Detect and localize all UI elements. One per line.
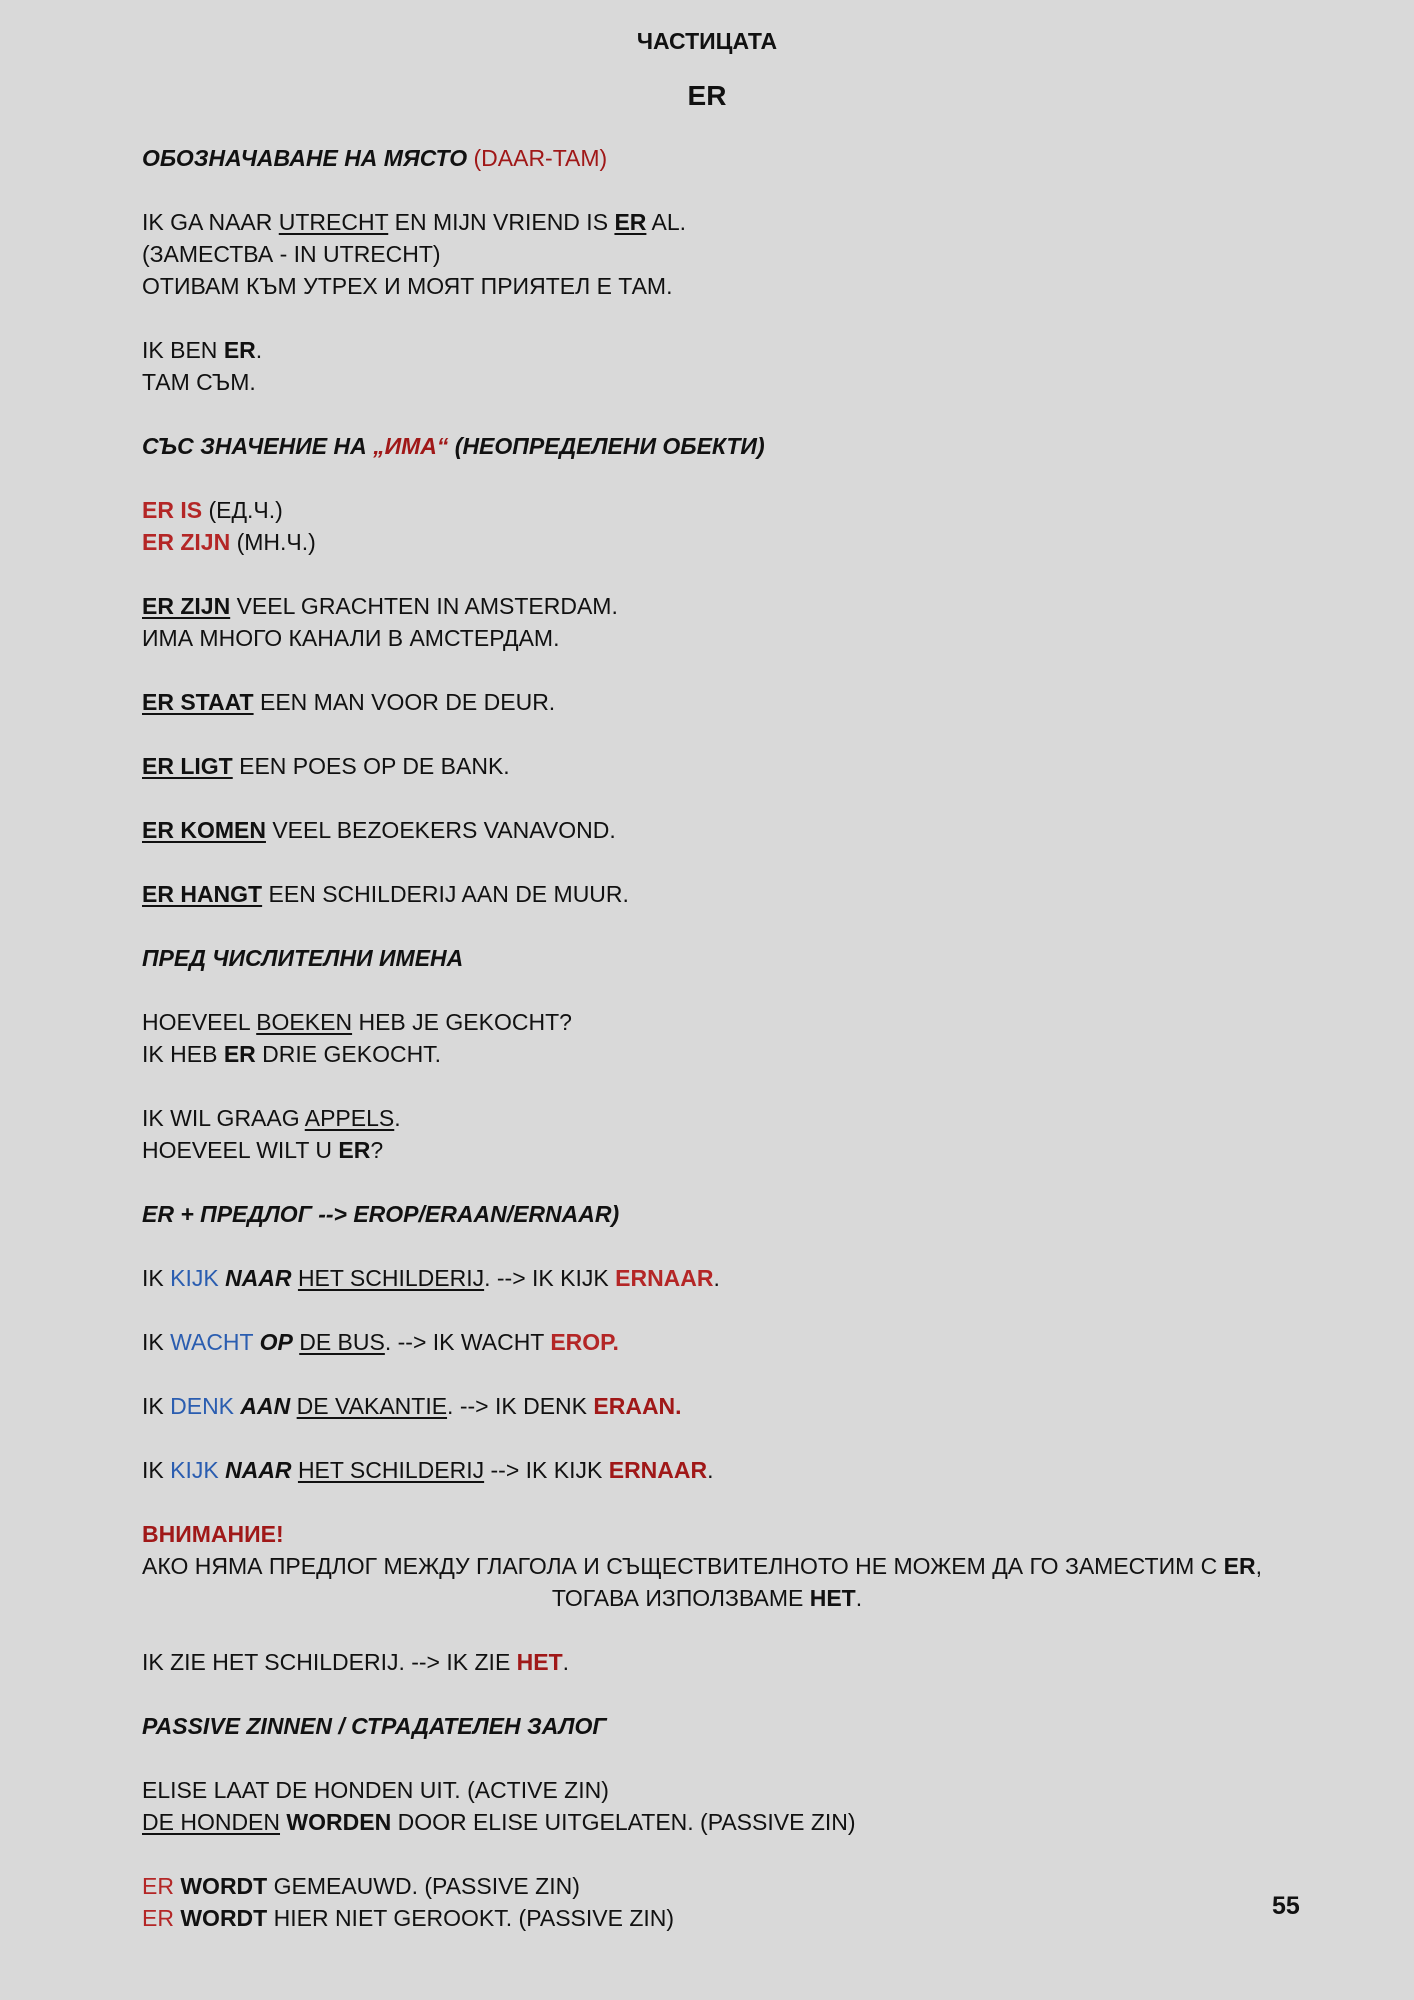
verb: DENK	[170, 1393, 235, 1419]
text: IK ZIE HET SCHILDERIJ. --> IK ZIE	[142, 1649, 517, 1675]
verb: WACHT	[170, 1329, 254, 1355]
section-heading-numerals: ПРЕД ЧИСЛИТЕЛНИ ИМЕНА	[142, 945, 464, 971]
example-line	[142, 495, 283, 525]
underlined-text: UTRECHT	[278, 209, 389, 235]
example-line	[142, 1327, 619, 1357]
text: IK BEN	[142, 337, 224, 363]
heading-text: (НЕОПРЕДЕЛЕНИ ОБЕКТИ)	[448, 433, 765, 459]
section-heading-preposition: ER + ПРЕДЛОГ --> EROP/ERAAN/ERNAAR)	[142, 1201, 620, 1227]
heading-note: (DAAR-TAM)	[473, 145, 608, 171]
example-line	[142, 1263, 720, 1293]
example-line	[142, 1903, 674, 1933]
heading-highlight: „ИМА“	[373, 433, 449, 459]
keyword: ERNAAR	[615, 1265, 714, 1291]
underlined-text: HET SCHILDERIJ	[297, 1265, 485, 1291]
page-number: 55	[1272, 1892, 1300, 1920]
text: .	[713, 1265, 720, 1291]
example-line	[142, 1647, 569, 1677]
example-line	[142, 815, 616, 845]
text: GEMEAUWD. (PASSIVE ZIN)	[267, 1873, 580, 1899]
text: .	[394, 1105, 401, 1131]
text: IK	[142, 1393, 171, 1419]
example-line	[142, 1103, 401, 1133]
text: ,	[1255, 1553, 1262, 1579]
text: ?	[370, 1137, 384, 1163]
text: . --> IK WACHT	[384, 1329, 551, 1355]
text: AL.	[646, 209, 687, 235]
keyword: ER	[614, 209, 647, 235]
text: . --> IK DENK	[447, 1393, 594, 1419]
preposition: NAAR	[225, 1265, 292, 1291]
example-line: ELISE LAAT DE HONDEN UIT. (ACTIVE ZIN)	[142, 1777, 609, 1803]
example-line	[142, 751, 510, 781]
text: .	[562, 1649, 570, 1675]
example-line	[142, 527, 316, 557]
example-line	[142, 207, 686, 237]
text: IK WIL GRAAG	[142, 1105, 305, 1131]
keyword: ER	[1223, 1553, 1256, 1579]
text: IK HEB	[142, 1041, 224, 1067]
text: --> IK KIJK	[484, 1457, 609, 1483]
text: IK GA NAAR	[142, 209, 279, 235]
example-line	[142, 335, 262, 365]
keyword: ER ZIJN	[142, 593, 231, 619]
warning-text	[0, 1583, 1414, 1613]
text: IK	[142, 1329, 171, 1355]
keyword: WORDT	[180, 1873, 268, 1899]
warning-text	[142, 1551, 1262, 1581]
keyword: ERNAAR	[608, 1457, 708, 1483]
text: EN MIJN VRIEND IS	[388, 209, 615, 235]
page-title: ЧАСТИЦАТА	[636, 28, 778, 54]
text: HOEVEEL WILT U	[142, 1137, 339, 1163]
text: EEN MAN VOOR DE DEUR.	[253, 689, 556, 715]
text: АКО НЯМА ПРЕДЛОГ МЕЖДУ ГЛАГОЛА И СЪЩЕСТВИТЕЛНОТО НЕ МОЖЕМ ДА ГО ЗАМЕСТИМ С	[142, 1553, 1224, 1579]
keyword: ER	[142, 1873, 174, 1899]
example-line	[142, 1455, 714, 1485]
text: HEB JE GEKOCHT?	[352, 1009, 572, 1035]
heading-text: ОБОЗНАЧАВАНЕ НА МЯСТО	[142, 145, 468, 171]
text: EEN SCHILDERIJ AAN DE MUUR.	[262, 881, 629, 907]
example-line	[142, 1807, 856, 1837]
heading-text: СЪС ЗНАЧЕНИЕ НА	[142, 433, 374, 459]
text: DRIE GEKOCHT.	[255, 1041, 442, 1067]
text: ТОГАВА ИЗПОЛЗВАМЕ	[551, 1585, 810, 1611]
text: VEEL BEZOEKERS VANAVOND.	[265, 817, 616, 843]
keyword: ER IS	[142, 497, 203, 523]
preposition: AAN	[240, 1393, 291, 1419]
example-line: (ЗАМЕСТВА - IN UTRECHT)	[142, 241, 441, 267]
section-heading-place	[142, 143, 607, 173]
text: EEN POES OP DE BANK.	[232, 753, 510, 779]
text: VEEL GRACHTEN IN AMSTERDAM.	[230, 593, 618, 619]
example-line	[142, 879, 629, 909]
text: .	[707, 1457, 714, 1483]
translation-line: ТАМ СЪМ.	[142, 369, 256, 395]
keyword: ER	[223, 1041, 256, 1067]
underlined-text: APPELS	[304, 1105, 395, 1131]
example-line	[142, 687, 555, 717]
text: IK	[142, 1265, 171, 1291]
keyword: WORDEN	[286, 1809, 392, 1835]
verb: KIJK	[170, 1457, 219, 1483]
keyword: WORDT	[180, 1905, 268, 1931]
keyword: HET	[809, 1585, 856, 1611]
underlined-text: HET SCHILDERIJ	[297, 1457, 485, 1483]
keyword: ER STAAT	[142, 689, 254, 715]
preposition: OP	[259, 1329, 293, 1355]
keyword: ER ZIJN	[142, 529, 231, 555]
example-line	[142, 591, 618, 621]
keyword: HET	[516, 1649, 563, 1675]
text: .	[855, 1585, 863, 1611]
text: IK	[142, 1457, 171, 1483]
text: HIER NIET GEROOKT. (PASSIVE ZIN)	[267, 1905, 675, 1931]
example-line	[142, 1135, 383, 1165]
example-line	[142, 1007, 572, 1037]
preposition: NAAR	[225, 1457, 292, 1483]
keyword: ER	[338, 1137, 371, 1163]
keyword: ER LIGT	[142, 753, 233, 779]
verb: KIJK	[170, 1265, 219, 1291]
underlined-text: DE VAKANTIE	[296, 1393, 448, 1419]
text: (ЕД.Ч.)	[202, 497, 283, 523]
underlined-text: DE BUS	[299, 1329, 385, 1355]
keyword: ER	[223, 337, 256, 363]
keyword: ERAAN.	[593, 1393, 682, 1419]
example-line	[142, 1039, 441, 1069]
keyword: EROP.	[550, 1329, 619, 1355]
translation-line: ОТИВАМ КЪМ УТРЕХ И МОЯТ ПРИЯТЕЛ Е ТАМ.	[142, 273, 673, 299]
example-line	[142, 1871, 580, 1901]
translation-line: ИМА МНОГО КАНАЛИ В АМСТЕРДАМ.	[142, 625, 560, 651]
underlined-text: DE HONDEN	[142, 1809, 281, 1835]
page-subtitle: ER	[687, 80, 727, 111]
text: . --> IK KIJK	[484, 1265, 616, 1291]
warning-heading: ВНИМАНИЕ!	[142, 1521, 284, 1547]
text: HOEVEEL	[142, 1009, 257, 1035]
keyword: ER	[142, 1905, 174, 1931]
keyword: ER HANGT	[142, 881, 263, 907]
underlined-text: BOEKEN	[256, 1009, 353, 1035]
keyword: ER KOMEN	[142, 817, 266, 843]
text: DOOR ELISE UITGELATEN. (PASSIVE ZIN)	[391, 1809, 856, 1835]
text: .	[255, 337, 263, 363]
text: (МН.Ч.)	[230, 529, 316, 555]
section-heading-exists	[142, 431, 765, 461]
section-heading-passive: PASSIVE ZINNEN / СТРАДАТЕЛЕН ЗАЛОГ	[142, 1713, 607, 1739]
example-line	[142, 1391, 682, 1421]
